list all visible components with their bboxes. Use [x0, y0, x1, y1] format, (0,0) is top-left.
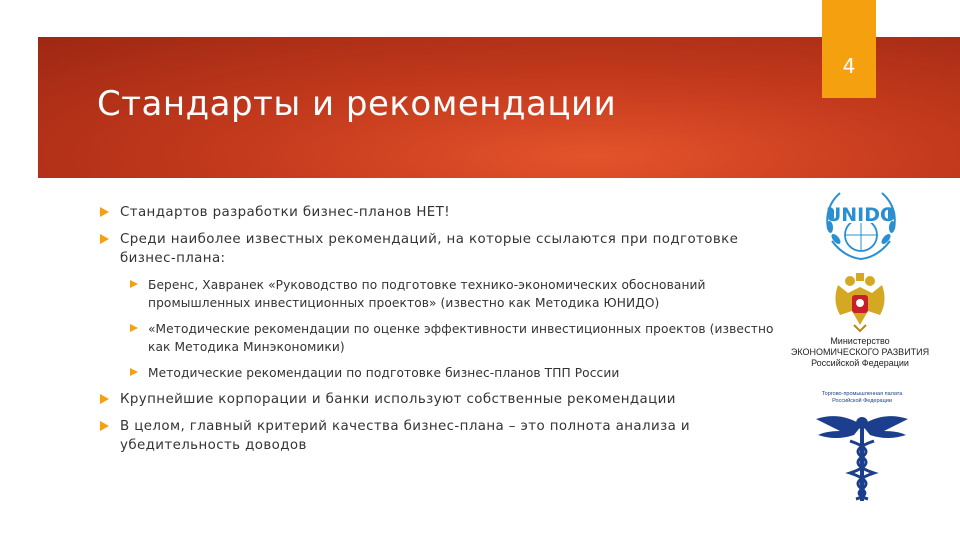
bullet-text: Крупнейшие корпорации и банки используют собственные рекомендации: [120, 392, 676, 407]
slide-title: Стандарты и рекомендации: [97, 84, 617, 124]
logos-column: [790, 183, 930, 503]
bullet-item: [100, 203, 790, 222]
bullet-arrow-icon: [100, 421, 109, 431]
bullet-item: [100, 230, 790, 268]
unido-logo-text: UNIDO: [825, 204, 897, 226]
ministry-caption: [790, 336, 930, 369]
sub-bullet-item: [100, 276, 790, 312]
ministry-line-3: Российской Федерации: [811, 358, 909, 368]
bullet-arrow-icon: [130, 280, 138, 288]
page-number-tab: [822, 0, 876, 98]
ministry-line-1: Министерство: [830, 336, 890, 346]
russian-coat-of-arms-icon: [830, 271, 890, 333]
bullet-arrow-icon: [100, 394, 109, 404]
bullet-item: [100, 417, 790, 455]
bullet-text: Методические рекомендации по подготовке бизнес-планов ТПП России: [148, 366, 620, 380]
ministry-line-2: ЭКОНОМИЧЕСКОГО РАЗВИТИЯ: [790, 347, 930, 357]
ccirf-logo-text: Торгово-промышленная палата Российской Федерации: [821, 391, 903, 404]
bullet-arrow-icon: [100, 207, 109, 217]
caduceus-icon: [810, 405, 914, 505]
bullet-arrow-icon: [100, 234, 109, 244]
ccirf-logo: [810, 391, 914, 503]
bullet-text: Стандартов разработки бизнес-планов НЕТ!: [120, 205, 451, 220]
bullet-text: «Методические рекомендации по оценке эффективности инвестиционных проектов (известно как Методика Минэкономики): [148, 322, 774, 354]
sub-bullet-item: [100, 364, 790, 382]
bullet-text: В целом, главный критерий качества бизнес-плана – это полнота анализа и убедительность доводов: [120, 419, 690, 453]
bullet-text: Беренс, Хавранек «Руководство по подготовке технико-экономических обоснований промышленных инвестиционных проектов» (известно как Методика ЮНИДО): [148, 278, 706, 310]
page-number: 4: [842, 54, 856, 78]
bullet-list: [100, 203, 790, 463]
bullet-arrow-icon: [130, 368, 138, 376]
bullet-arrow-icon: [130, 324, 138, 332]
unido-logo-icon: [818, 183, 904, 263]
bullet-item: [100, 390, 790, 409]
bullet-text: Среди наиболее известных рекомендаций, на которые ссылаются при подготовке бизнес-плана:: [120, 232, 739, 266]
sub-bullet-item: [100, 320, 790, 356]
